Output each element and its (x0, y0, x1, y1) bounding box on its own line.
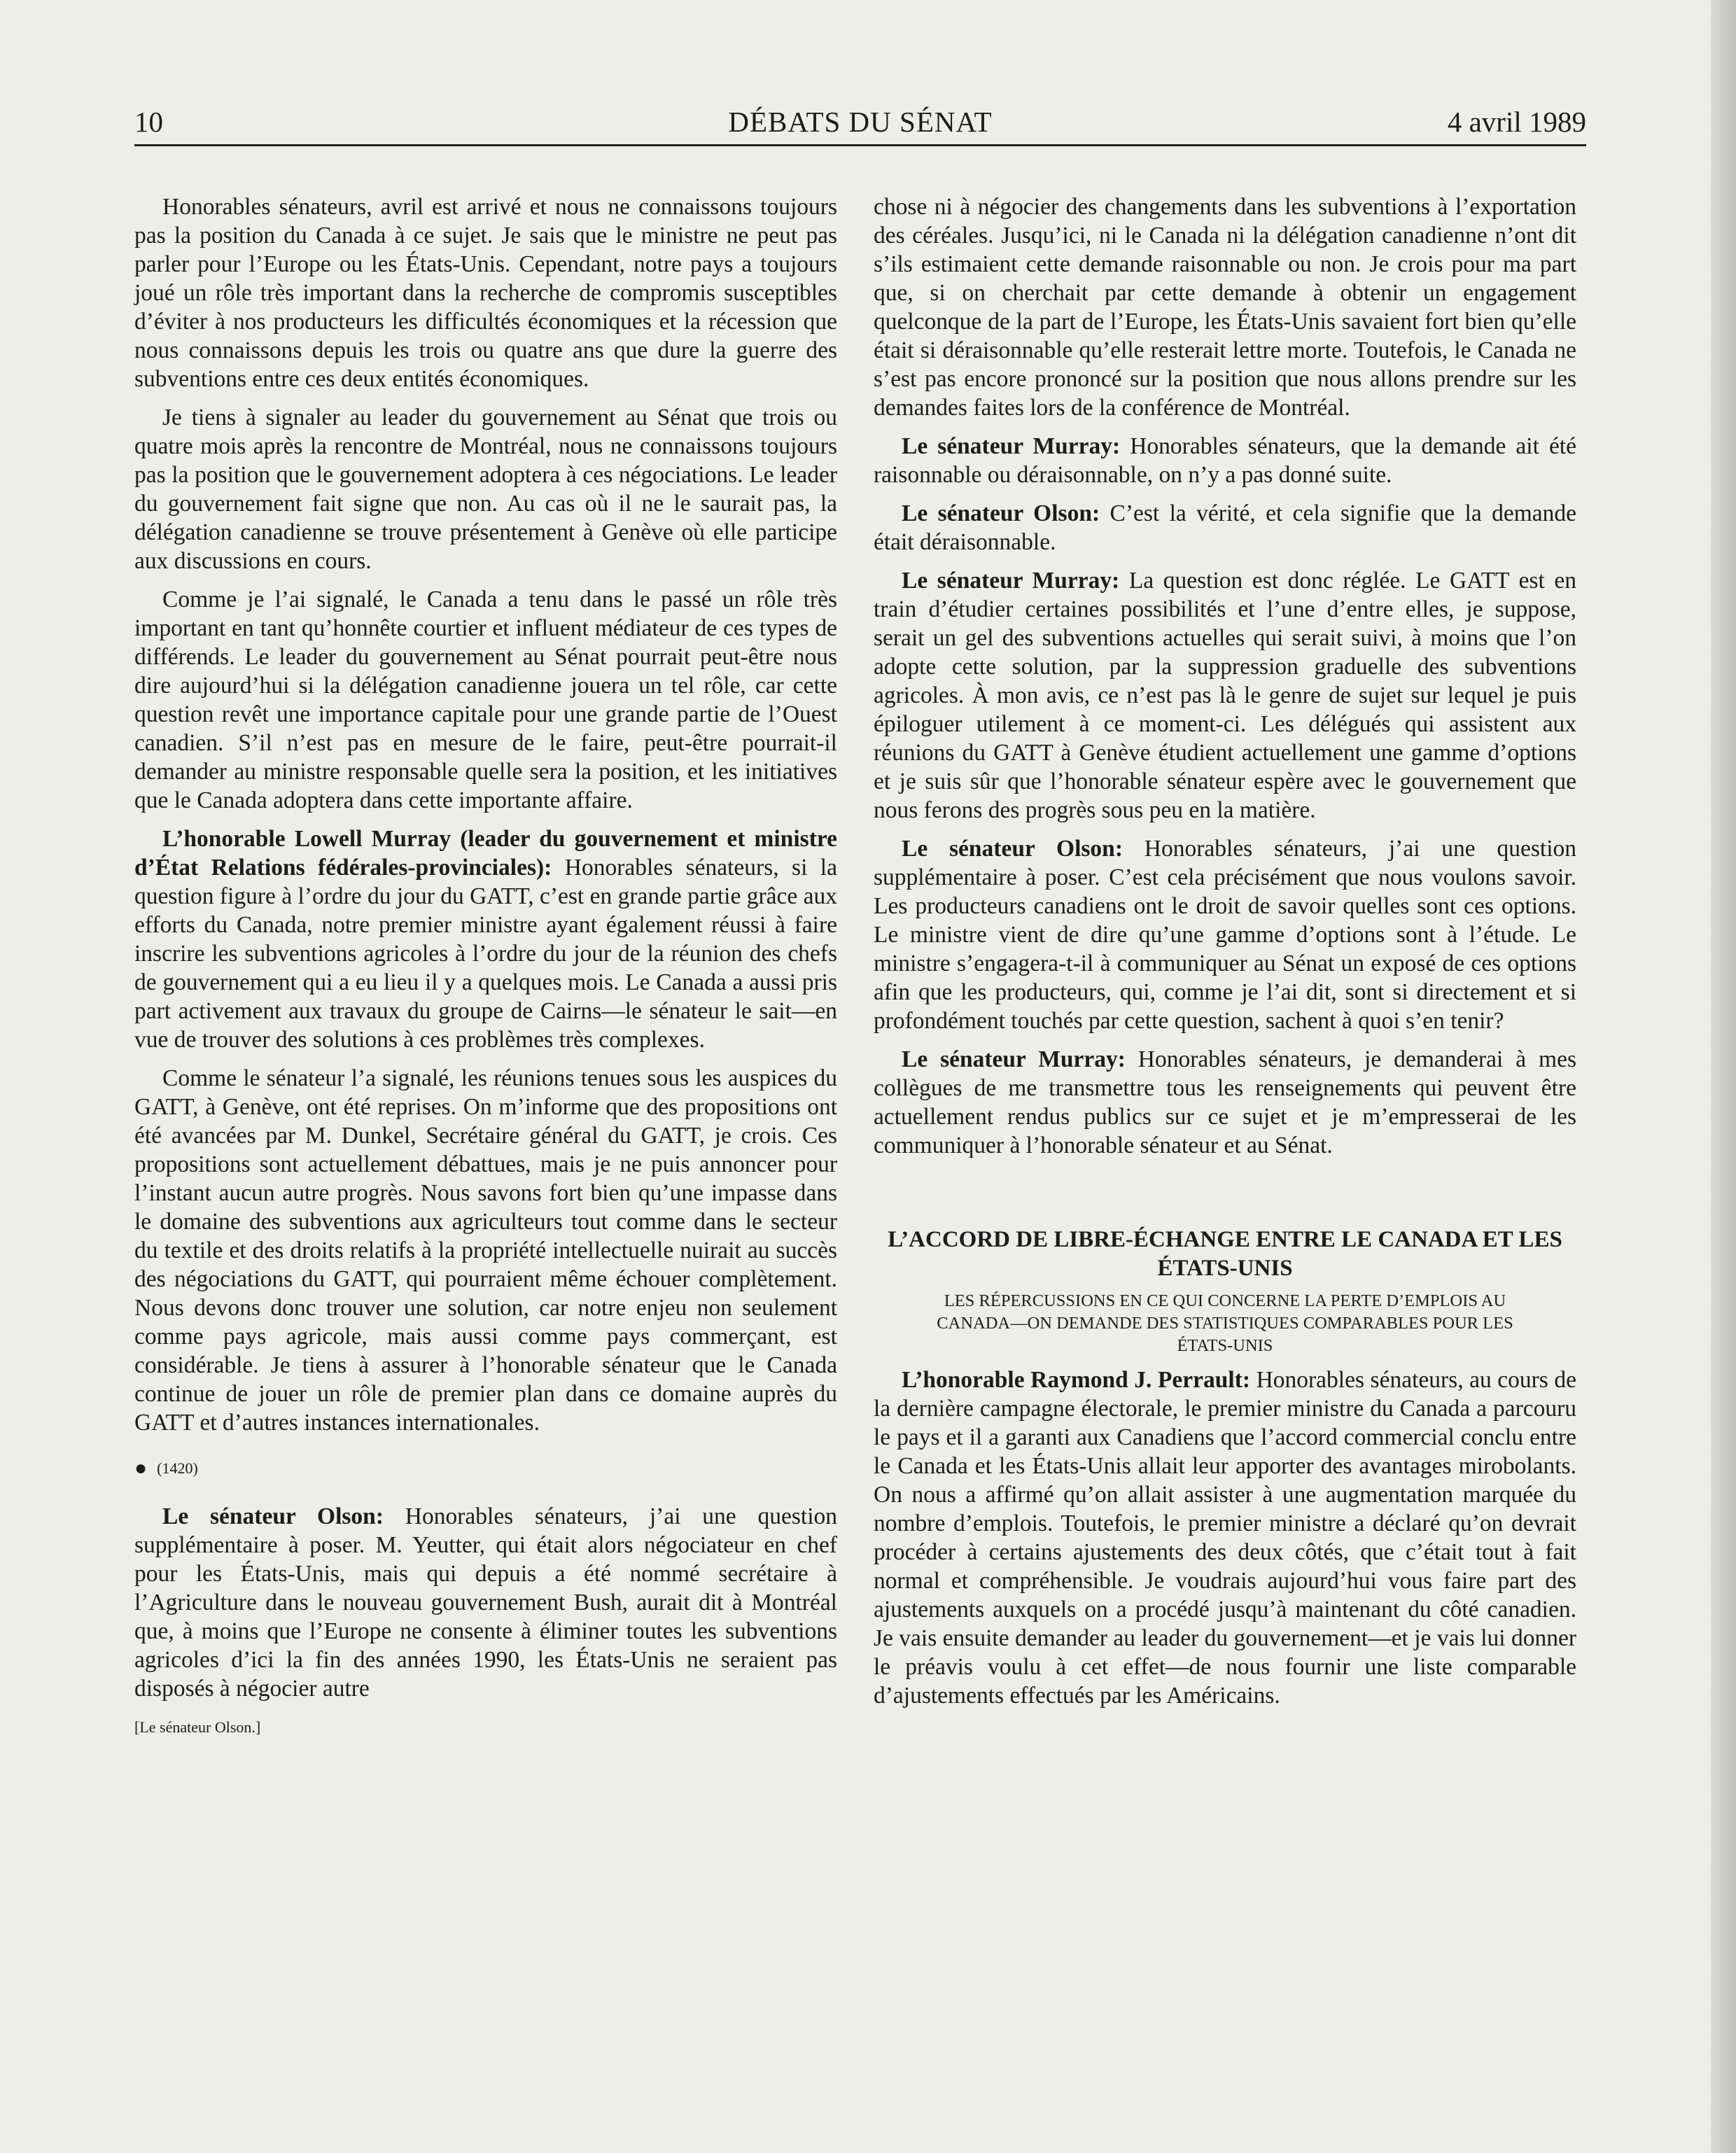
speech-text: Honorables sénateurs, j’ai une question supplémentaire à poser. C’est cela précisément que nous voulons savoir. Les producteurs canadiens ont le droit de savoir quelles sont ces options. Le ministre vient de dire qu’une gamme d’options sont à l’étude. Le ministre s’engagera-t-il à communiquer au Sénat un exposé de ces options afin que les producteurs, qui, comme je l’ai dit, sont si directement et si profondément touchés par cette question, sachent à quoi s’en tenir? (874, 836, 1577, 1034)
speaker-name: Le sénateur Olson: (162, 1503, 384, 1529)
time-marker (134, 1454, 837, 1482)
speech-text: C’est la vérité, et cela signifie que la demande était déraisonnable. (874, 500, 1577, 555)
speech-text: Honorables sénateurs, au cours de la dernière campagne électorale, le premier ministre du Canada a parcouru le pays et il a garanti aux Canadiens que l’accord commercial conclu entre le Canada et les États-Unis allait leur apporter des avantages mirobolants. On nous a affirmé qu’on allait assister à une augmentation marquée du nombre d’emplois. Toutefois, le premier ministre a déclaré qu’on devrait procéder à certains ajustements des deux côtés, que c’était tout à fait normal et compréhensible. Je voudrais aujourd’hui vous faire part des ajustements auxquels on a procédé jusqu’à maintenant du côté canadien. Je vais ensuite demander au leader du gouvernement—et je vais lui donner le préavis voulu à cet effet—de nous fournir une liste comparable d’ajustements effectués par les Américains. (874, 1367, 1577, 1709)
paragraph: Je tiens à signaler au leader du gouvernement au Sénat que trois ou quatre mois après la rencontre de Montréal, nous ne connaissons toujours pas la position que le gouvernement adoptera à ces négociations. Le leader du gouvernement fait signe que non. Au cas où il ne le saurait pas, la délégation canadienne se trouve présentement à Genève où elle participe aux discussions en cours. (134, 405, 837, 574)
right-column (874, 192, 1576, 2096)
page-number: 10 (134, 106, 163, 138)
continued-note: [Le sénateur Olson.] (134, 1718, 261, 1736)
paragraph: Comme je l’ai signalé, le Canada a tenu dans le passé un rôle très important en tant qu’honnête courtier et influent médiateur de ces types de différends. Le leader du gouvernement au Sénat pourrait peut-être nous dire aujourd’hui si la délégation canadienne jouera un tel rôle, car cette question revêt une importance capitale pour une grande partie de l’Ouest canadien. S’il n’est pas en mesure de le faire, peut-être pourrait-il demander au ministre responsable quelle sera la position, et les initiatives que le Canada adoptera dans cette importante affaire. (134, 587, 837, 813)
paragraph (874, 834, 1576, 1035)
speech-text: La question est donc réglée. Le GATT est en train d’étudier certaines possibilités et l’une d’entre elles, je suppose, serait un gel des subventions actuelles qui serait suivi, à moins que l’on adopte cette solution, par la suppression graduelle des subventions agricoles. À mon avis, ce n’est pas là le genre de sujet sur lequel je puis épiloguer utilement à ce moment-ci. Les délégués qui assistent aux réunions du GATT à Genève étudient actuellement une gamme d’options et je suis sûr que l’honorable sénateur espère avec le gouvernement que nous ferons des progrès sous peu en la matière. (874, 568, 1576, 823)
issue-date: 4 avril 1989 (1447, 106, 1586, 138)
paragraph (874, 499, 1576, 556)
speaker-name: Le sénateur Murray: (902, 568, 1120, 594)
paragraph (874, 1045, 1576, 1160)
speaker-name: Le sénateur Murray: (902, 433, 1121, 459)
paragraph (134, 825, 837, 1054)
paragraph: Honorables sénateurs, avril est arrivé et nous ne connaissons toujours pas la position du Canada à ce sujet. Je sais que le ministre ne peut pas parler pour l’Europe ou les États-Unis. Cependant, notre pays a toujours joué un rôle très important dans la recherche de compromis susceptibles d’éviter à nos producteurs les difficultés économiques et la récession que nous connaissons depuis les trois ou quatre ans que dure la guerre des subventions entre ces deux entités économiques. (134, 194, 837, 392)
speaker-name: L’honorable Raymond J. Perrault: (902, 1367, 1251, 1393)
paragraph (134, 1502, 837, 1703)
left-column (134, 192, 837, 2096)
paragraph (874, 566, 1576, 825)
speaker-name: Le sénateur Murray: (902, 1046, 1126, 1072)
section-heading: L’ACCORD DE LIBRE-ÉCHANGE ENTRE LE CANADA ET LES ÉTATS-UNIS (888, 1227, 1562, 1281)
paragraph (874, 1366, 1576, 1710)
time-marker-label: (1420) (157, 1459, 198, 1477)
speaker-name: Le sénateur Olson: (902, 500, 1100, 526)
paragraph: Comme le sénateur l’a signalé, les réunions tenues sous les auspices du GATT, à Genève, ont été reprises. On m’informe que des propositions ont été avancées par M. Dunkel, Secrétaire général du GATT, je crois. Ces propositions sont actuellement débattues, mais je ne puis annoncer pour l’instant aucun autre progrès. Nous savons fort bien qu’une impasse dans le domaine des subventions aux agriculteurs tout comme dans le secteur du textile et des droits relatifs à la propriété intellectuelle nuirait au succès des négociations du GATT, qui pourraient même échouer complètement. Nous devons donc trouver une solution, car notre enjeu non seulement comme pays agricole, mais aussi comme pays commerçant, est considérable. Je tiens à assurer à l’honorable sénateur que le Canada continue de jouer un rôle de premier plan dans ce domaine auprès du GATT et d’autres instances internationales. (134, 1065, 837, 1436)
speech-text: Honorables sénateurs, que la demande ait été raisonnable ou déraisonnable, on n’y a pas donné suite. (874, 433, 1576, 488)
bullet-icon: ● (134, 1457, 148, 1480)
speech-text: Honorables sénateurs, si la question figure à l’ordre du jour du GATT, c’est en grande partie grâce aux efforts du Canada, notre premier ministre ayant également réussi à faire inscrire les subventions agricoles à l’ordre du jour de la réunion des chefs de gouvernement qui a eu lieu il y a quelques mois. Le Canada a aussi pris part activement aux travaux du groupe de Cairns—le sénateur le sait—en vue de trouver des solutions à ces problèmes très complexes. (134, 855, 837, 1053)
paragraph (874, 432, 1576, 489)
speaker-name: Le sénateur Olson: (902, 836, 1123, 862)
speaker-name: L’honorable Lowell Murray (leader du gouvernement et ministre d’État Relations fédérales-provinciales): (134, 826, 837, 881)
scan-page-edge (1711, 0, 1736, 2153)
speech-text: Honorables sénateurs, j’ai une question supplémentaire à poser. M. Yeutter, qui était alors négociateur en chef pour les États-Unis, mais qui depuis a été nommé secrétaire à l’Agriculture dans le nouveau gouvernement Bush, aurait dit à Montréal que, à moins que l’Europe ne consente à éliminer toutes les subventions agricoles d’ici la fin des années 1990, les États-Unis ne seraient pas disposés à négocier autre (134, 1503, 838, 1702)
speech-text: Honorables sénateurs, je demanderai à mes collègues de me transmettre tous les renseignements qui peuvent être actuellement rendus publics sur ce sujet et je m’empresserai de les communiquer à l’honorable sénateur et au Sénat. (874, 1046, 1576, 1158)
section-subheading: LES RÉPERCUSSIONS EN CE QUI CONCERNE LA PERTE D’EMPLOIS AU CANADA—ON DEMANDE DES STATISTIQUES COMPARABLES POUR LES ÉTATS-UNIS (937, 1291, 1513, 1355)
page-header (134, 105, 1586, 146)
publication-title: DÉBATS DU SÉNAT (728, 106, 993, 138)
paragraph: chose ni à négocier des changements dans les subventions à l’exportation des céréales. Jusqu’ici, ni le Canada ni la délégation canadienne n’ont dit s’ils estimaient cette demande raisonnable ou non. Je crois pour ma part que, si on cherchait par cette demande à obtenir un engagement quelconque de la part de l’Europe, les États-Unis savaient fort bien qu’elle était si déraisonnable qu’elle resterait lettre morte. Toutefois, le Canada ne s’est pas encore prononcé sur la position que nous allons prendre sur les demandes faites lors de la conférence de Montréal. (874, 194, 1576, 421)
